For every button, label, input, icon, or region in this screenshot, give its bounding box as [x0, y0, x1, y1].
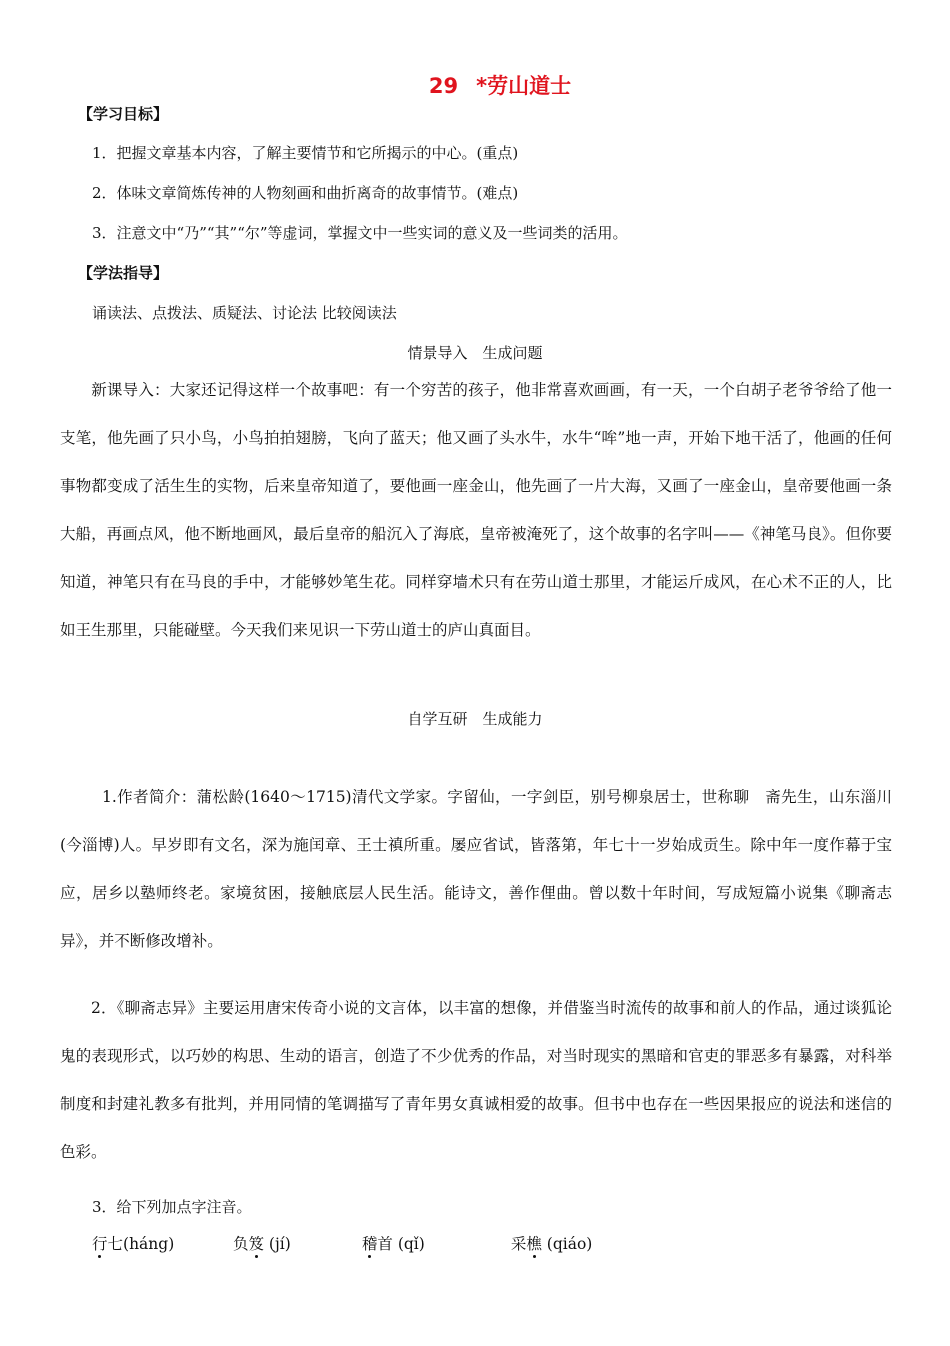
goal-item-2: 2．体味文章简炼传神的人物刻画和曲折离奇的故事情节。(难点) [92, 184, 519, 202]
goal-item-1: 1．把握文章基本内容，了解主要情节和它所揭示的中心。(重点) [92, 144, 519, 162]
lesson-title [0, 70, 950, 100]
plain-char: 负 [232, 1235, 249, 1253]
section1-heading: 情景导入 生成问题 [407, 344, 543, 362]
plain-char: 采 [510, 1235, 527, 1253]
pinyin-rest: (jí) [263, 1235, 291, 1253]
lesson-name: *劳山道士 [476, 74, 572, 98]
pinyin-list [92, 1232, 592, 1254]
author-paragraph [60, 773, 892, 965]
goal-item-3: 3．注意文中“乃”“其”“尔”等虚词，掌握文中一些实词的意义及一些词类的活用。 [92, 224, 628, 242]
pinyin-rest: 首 (qǐ) [377, 1235, 425, 1253]
intro-paragraph [60, 366, 892, 654]
method-text: 诵读法、点拨法、质疑法、讨论法 比较阅读法 [92, 304, 397, 322]
pinyin-item-1 [92, 1232, 228, 1254]
work-text: 2．《聊斋志异》主要运用唐宋传奇小说的文言体，以丰富的想像，并借鉴当时流传的故事和前人的作品，通过谈狐论鬼的表现形式，以巧妙的构思、生动的语言，创造了不少优秀的作品，对当时现实的黑暗和官吏的罪恶多有暴露，对科举制度和封建礼教多有批判，并用同情的笔调描写了青年男女真诚相爱的故事。但书中也存在一些因果报应的说法和迷信的色彩。 [60, 999, 892, 1161]
pinyin-rest: 七(háng) [107, 1235, 175, 1253]
lesson-number: 29 [428, 74, 459, 98]
dotted-char: 稽 [361, 1235, 378, 1253]
pinyin-prompt: 3．给下列加点字注音。 [92, 1198, 252, 1216]
pinyin-item-2 [233, 1232, 357, 1254]
method-heading: 【学法指导】 [78, 264, 169, 282]
intro-text: 新课导入：大家还记得这样一个故事吧：有一个穷苦的孩子，他非常喜欢画画，有一天，一个白胡子老爷爷给了他一支笔，他先画了只小鸟，小鸟拍拍翅膀，飞向了蓝天；他又画了头水牛，水牛“哞”地一声，开始下地干活了，他画的任何事物都变成了活生生的实物，后来皇帝知道了，要他画一座金山，他先画了一片大海，又画了一座金山，皇帝要他画一条大船，再画点风，他不断地画风，最后皇帝的船沉入了海底，皇帝被淹死了，这个故事的名字叫——《神笔马良》。但你要知道，神笔只有在马良的手中，才能够妙笔生花。同样穿墙术只有在劳山道士那里，才能运斤成风，在心术不正的人，比如王生那里，只能碰壁。今天我们来见识一下劳山道士的庐山真面目。 [60, 381, 892, 639]
pinyin-item-4 [511, 1232, 593, 1254]
author-text: 1.作者简介：蒲松龄(1640～1715)清代文学家。字留仙，一字剑臣，别号柳泉居士，世称聊 斋先生，山东淄川(今淄博)人。早岁即有文名，深为施闰章、王士禛所重。屡应省试，皆落第，年七十一岁始成贡生。除中年一度作幕于宝应，居乡以塾师终老。家境贫困，接触底层人民生活。能诗文，善作俚曲。曾以数十年时间，写成短篇小说集《聊斋志异》，并不断修改增补。 [60, 788, 892, 950]
goals-heading: 【学习目标】 [78, 105, 169, 123]
work-paragraph [60, 984, 892, 1176]
pinyin-rest: (qiáo) [541, 1235, 593, 1253]
dotted-char: 笈 [248, 1235, 264, 1253]
dotted-char: 行 [92, 1235, 108, 1253]
pinyin-item-3 [362, 1232, 506, 1254]
dotted-char: 樵 [526, 1235, 542, 1253]
section2-heading: 自学互研 生成能力 [407, 710, 543, 728]
